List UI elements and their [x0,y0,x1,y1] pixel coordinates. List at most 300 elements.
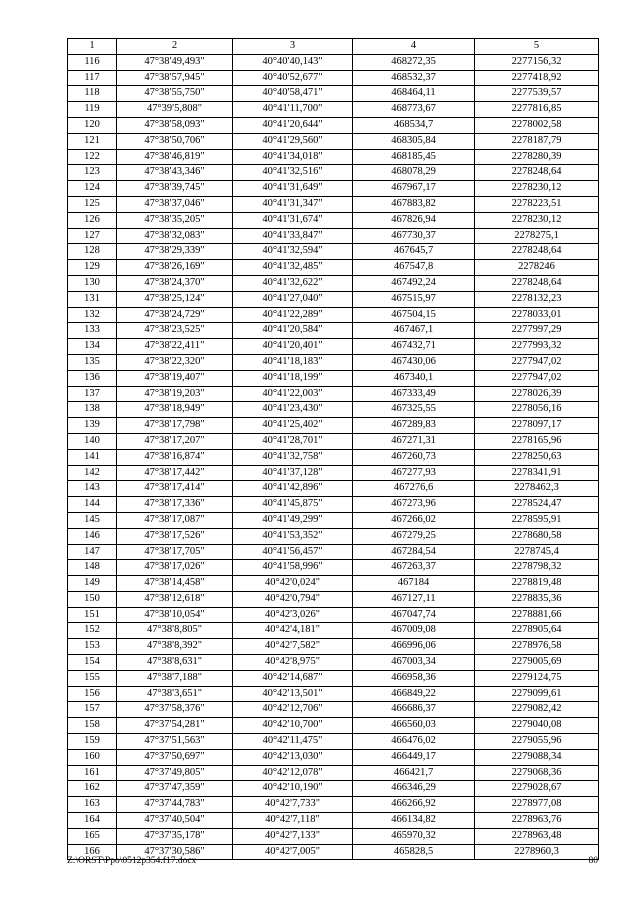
table-row [68,102,599,118]
point-number-cell: 160 [68,749,117,765]
table-row [68,291,599,307]
x-coordinate-cell: 467333,49 [353,386,475,402]
y-coordinate-cell: 2277156,32 [475,54,599,70]
table-row [68,418,599,434]
x-coordinate-cell: 467284,54 [353,544,475,560]
y-coordinate-cell: 2278595,91 [475,512,599,528]
table-row [68,544,599,560]
longitude-cell: 40°41'32,516" [233,165,353,181]
x-coordinate-cell: 466421,7 [353,765,475,781]
point-number-cell: 163 [68,797,117,813]
table-row [68,512,599,528]
x-coordinate-cell: 466476,02 [353,734,475,750]
x-coordinate-cell: 467325,55 [353,402,475,418]
x-coordinate-cell: 467266,02 [353,512,475,528]
longitude-cell: 40°41'37,128" [233,465,353,481]
table-row [68,386,599,402]
longitude-cell: 40°41'18,199" [233,370,353,386]
latitude-cell: 47°38'8,805" [117,623,233,639]
x-coordinate-cell: 467184 [353,576,475,592]
x-coordinate-cell: 468773,67 [353,102,475,118]
latitude-cell: 47°38'22,411" [117,339,233,355]
latitude-cell: 47°37'51,563" [117,734,233,750]
latitude-cell: 47°38'24,729" [117,307,233,323]
x-coordinate-cell: 467432,71 [353,339,475,355]
longitude-cell: 40°41'34,018" [233,149,353,165]
table-row [68,307,599,323]
y-coordinate-cell: 2279099,61 [475,686,599,702]
x-coordinate-cell: 467967,17 [353,181,475,197]
latitude-cell: 47°38'10,054" [117,607,233,623]
y-coordinate-cell: 2278341,91 [475,465,599,481]
table-row [68,623,599,639]
y-coordinate-cell: 2278524,47 [475,497,599,513]
y-coordinate-cell: 2278248,64 [475,165,599,181]
point-number-cell: 155 [68,670,117,686]
point-number-cell: 134 [68,339,117,355]
table-row [68,370,599,386]
coordinates-table [67,38,599,860]
longitude-cell: 40°41'32,485" [233,260,353,276]
latitude-cell: 47°38'37,046" [117,196,233,212]
table-row [68,607,599,623]
x-coordinate-cell: 467276,6 [353,481,475,497]
point-number-cell: 150 [68,591,117,607]
y-coordinate-cell: 2277539,57 [475,86,599,102]
point-number-cell: 121 [68,133,117,149]
y-coordinate-cell: 2278963,48 [475,828,599,844]
x-coordinate-cell: 466266,92 [353,797,475,813]
x-coordinate-cell: 467279,25 [353,528,475,544]
longitude-cell: 40°41'45,875" [233,497,353,513]
latitude-cell: 47°38'14,458" [117,576,233,592]
table-row [68,686,599,702]
latitude-cell: 47°38'39,745" [117,181,233,197]
longitude-cell: 40°41'31,674" [233,212,353,228]
table-row [68,655,599,671]
point-number-cell: 151 [68,607,117,623]
point-number-cell: 117 [68,70,117,86]
table-row [68,181,599,197]
y-coordinate-cell: 2278905,64 [475,623,599,639]
longitude-cell: 40°41'31,649" [233,181,353,197]
latitude-cell: 47°38'46,819" [117,149,233,165]
latitude-cell: 47°38'43,346" [117,165,233,181]
longitude-cell: 40°42'12,078" [233,765,353,781]
table-row [68,639,599,655]
longitude-cell: 40°41'20,401" [233,339,353,355]
x-coordinate-cell: 466134,82 [353,813,475,829]
x-coordinate-cell: 466449,17 [353,749,475,765]
longitude-cell: 40°41'32,758" [233,449,353,465]
x-coordinate-cell: 465828,5 [353,844,475,860]
latitude-cell: 47°37'54,281" [117,718,233,734]
latitude-cell: 47°37'35,178" [117,828,233,844]
table-row [68,718,599,734]
latitude-cell: 47°38'57,945" [117,70,233,86]
longitude-cell: 40°41'28,701" [233,433,353,449]
x-coordinate-cell: 465970,32 [353,828,475,844]
x-coordinate-cell: 467289,83 [353,418,475,434]
longitude-cell: 40°42'3,026" [233,607,353,623]
x-coordinate-cell: 468464,11 [353,86,475,102]
latitude-cell: 47°38'58,093" [117,117,233,133]
x-coordinate-cell: 466560,03 [353,718,475,734]
table-row [68,354,599,370]
y-coordinate-cell: 2278187,79 [475,133,599,149]
latitude-cell: 47°38'8,392" [117,639,233,655]
point-number-cell: 119 [68,102,117,118]
table-row [68,765,599,781]
latitude-cell: 47°38'17,705" [117,544,233,560]
y-coordinate-cell: 2278033,01 [475,307,599,323]
latitude-cell: 47°38'17,526" [117,528,233,544]
point-number-cell: 143 [68,481,117,497]
table-row [68,212,599,228]
x-coordinate-cell: 467127,11 [353,591,475,607]
point-number-cell: 129 [68,260,117,276]
latitude-cell: 47°37'49,805" [117,765,233,781]
latitude-cell: 47°37'47,359" [117,781,233,797]
x-coordinate-cell: 467467,1 [353,323,475,339]
point-number-cell: 147 [68,544,117,560]
y-coordinate-cell: 2278248,64 [475,244,599,260]
table-row [68,149,599,165]
longitude-cell: 40°41'58,996" [233,560,353,576]
longitude-cell: 40°41'29,560" [233,133,353,149]
x-coordinate-cell: 466346,29 [353,781,475,797]
longitude-cell: 40°41'31,347" [233,196,353,212]
table-header-row [68,39,599,55]
y-coordinate-cell: 2279068,36 [475,765,599,781]
longitude-cell: 40°42'10,190" [233,781,353,797]
latitude-cell: 47°37'58,376" [117,702,233,718]
x-coordinate-cell: 467430,06 [353,354,475,370]
table-row [68,244,599,260]
table-row [68,323,599,339]
table-row [68,576,599,592]
point-number-cell: 142 [68,465,117,481]
table-row [68,813,599,829]
x-coordinate-cell: 467273,96 [353,497,475,513]
latitude-cell: 47°38'7,188" [117,670,233,686]
page-number: 80 [588,856,598,866]
latitude-cell: 47°37'30,586" [117,844,233,860]
table-row [68,275,599,291]
y-coordinate-cell: 2278165,96 [475,433,599,449]
x-coordinate-cell: 467009,08 [353,623,475,639]
point-number-cell: 130 [68,275,117,291]
latitude-cell: 47°38'19,203" [117,386,233,402]
x-coordinate-cell: 467504,15 [353,307,475,323]
x-coordinate-cell: 467047,74 [353,607,475,623]
y-coordinate-cell: 2278960,3 [475,844,599,860]
latitude-cell: 47°38'17,207" [117,433,233,449]
point-number-cell: 166 [68,844,117,860]
y-coordinate-cell: 2277418,92 [475,70,599,86]
table-row [68,449,599,465]
table-body [68,39,599,860]
y-coordinate-cell: 2278230,12 [475,181,599,197]
latitude-cell: 47°37'44,783" [117,797,233,813]
latitude-cell: 47°38'17,336" [117,497,233,513]
y-coordinate-cell: 2278056,16 [475,402,599,418]
table-row [68,481,599,497]
y-coordinate-cell: 2277816,85 [475,102,599,118]
point-number-cell: 128 [68,244,117,260]
table-row [68,117,599,133]
latitude-cell: 47°38'12,618" [117,591,233,607]
point-number-cell: 139 [68,418,117,434]
x-coordinate-cell: 467730,37 [353,228,475,244]
latitude-cell: 47°38'23,525" [117,323,233,339]
point-number-cell: 131 [68,291,117,307]
longitude-cell: 40°42'10,700" [233,718,353,734]
x-coordinate-cell: 467492,24 [353,275,475,291]
latitude-cell: 47°38'3,651" [117,686,233,702]
longitude-cell: 40°41'22,289" [233,307,353,323]
point-number-cell: 153 [68,639,117,655]
y-coordinate-cell: 2278132,23 [475,291,599,307]
longitude-cell: 40°41'33,847" [233,228,353,244]
longitude-cell: 40°41'42,896" [233,481,353,497]
y-coordinate-cell: 2278250,63 [475,449,599,465]
y-coordinate-cell: 2279082,42 [475,702,599,718]
table-row [68,70,599,86]
y-coordinate-cell: 2278745,4 [475,544,599,560]
y-coordinate-cell: 2278275,1 [475,228,599,244]
latitude-cell: 47°38'18,949" [117,402,233,418]
point-number-cell: 156 [68,686,117,702]
longitude-cell: 40°41'22,003" [233,386,353,402]
table-row [68,797,599,813]
y-coordinate-cell: 2278026,39 [475,386,599,402]
y-coordinate-cell: 2278881,66 [475,607,599,623]
table-row [68,433,599,449]
point-number-cell: 144 [68,497,117,513]
table-row [68,734,599,750]
longitude-cell: 40°42'11,475" [233,734,353,750]
longitude-cell: 40°42'13,501" [233,686,353,702]
x-coordinate-cell: 467340,1 [353,370,475,386]
latitude-cell: 47°38'26,169" [117,260,233,276]
latitude-cell: 47°38'50,706" [117,133,233,149]
longitude-cell: 40°41'32,622" [233,275,353,291]
x-coordinate-cell: 467645,7 [353,244,475,260]
point-number-cell: 120 [68,117,117,133]
latitude-cell: 47°38'25,124" [117,291,233,307]
point-number-cell: 126 [68,212,117,228]
latitude-cell: 47°38'29,339" [117,244,233,260]
table-row [68,749,599,765]
longitude-cell: 40°42'7,133" [233,828,353,844]
point-number-cell: 152 [68,623,117,639]
point-number-cell: 162 [68,781,117,797]
point-number-cell: 159 [68,734,117,750]
x-coordinate-cell: 468532,37 [353,70,475,86]
table-row [68,497,599,513]
y-coordinate-cell: 2278835,36 [475,591,599,607]
y-coordinate-cell: 2278223,51 [475,196,599,212]
point-number-cell: 136 [68,370,117,386]
latitude-cell: 47°38'55,750" [117,86,233,102]
longitude-cell: 40°42'0,794" [233,591,353,607]
x-coordinate-cell: 468305,84 [353,133,475,149]
y-coordinate-cell: 2279055,96 [475,734,599,750]
longitude-cell: 40°41'56,457" [233,544,353,560]
latitude-cell: 47°38'17,026" [117,560,233,576]
longitude-cell: 40°42'4,181" [233,623,353,639]
longitude-cell: 40°41'32,594" [233,244,353,260]
longitude-cell: 40°42'7,582" [233,639,353,655]
point-number-cell: 135 [68,354,117,370]
y-coordinate-cell: 2279088,34 [475,749,599,765]
y-coordinate-cell: 2278963,76 [475,813,599,829]
longitude-cell: 40°41'18,183" [233,354,353,370]
latitude-cell: 47°37'50,697" [117,749,233,765]
x-coordinate-cell: 467277,93 [353,465,475,481]
point-number-cell: 132 [68,307,117,323]
latitude-cell: 47°38'19,407" [117,370,233,386]
y-coordinate-cell: 2278977,08 [475,797,599,813]
x-coordinate-cell: 467263,37 [353,560,475,576]
point-number-cell: 141 [68,449,117,465]
table-row [68,591,599,607]
y-coordinate-cell: 2278680,58 [475,528,599,544]
y-coordinate-cell: 2278462,3 [475,481,599,497]
y-coordinate-cell: 2278976,58 [475,639,599,655]
latitude-cell: 47°38'24,370" [117,275,233,291]
point-number-cell: 148 [68,560,117,576]
longitude-cell: 40°42'8,975" [233,655,353,671]
x-coordinate-cell: 467826,94 [353,212,475,228]
point-number-cell: 118 [68,86,117,102]
point-number-cell: 137 [68,386,117,402]
y-coordinate-cell: 2277947,02 [475,354,599,370]
point-number-cell: 122 [68,149,117,165]
y-coordinate-cell: 2278246 [475,260,599,276]
longitude-cell: 40°42'7,005" [233,844,353,860]
point-number-cell: 154 [68,655,117,671]
y-coordinate-cell: 2277993,32 [475,339,599,355]
x-coordinate-cell: 468078,29 [353,165,475,181]
column-header-3: 3 [233,39,353,55]
table-row [68,828,599,844]
point-number-cell: 127 [68,228,117,244]
y-coordinate-cell: 2278230,12 [475,212,599,228]
x-coordinate-cell: 467883,82 [353,196,475,212]
table-row [68,781,599,797]
longitude-cell: 40°40'58,471" [233,86,353,102]
longitude-cell: 40°40'40,143" [233,54,353,70]
longitude-cell: 40°41'11,700" [233,102,353,118]
latitude-cell: 47°38'35,205" [117,212,233,228]
longitude-cell: 40°41'23,430" [233,402,353,418]
y-coordinate-cell: 2279005,69 [475,655,599,671]
latitude-cell: 47°38'49,493" [117,54,233,70]
longitude-cell: 40°41'27,040" [233,291,353,307]
y-coordinate-cell: 2279040,08 [475,718,599,734]
point-number-cell: 158 [68,718,117,734]
longitude-cell: 40°42'7,733" [233,797,353,813]
longitude-cell: 40°41'20,584" [233,323,353,339]
x-coordinate-cell: 467260,73 [353,449,475,465]
y-coordinate-cell: 2278097,17 [475,418,599,434]
y-coordinate-cell: 2278819,48 [475,576,599,592]
longitude-cell: 40°42'14,687" [233,670,353,686]
point-number-cell: 165 [68,828,117,844]
point-number-cell: 145 [68,512,117,528]
column-header-1: 1 [68,39,117,55]
latitude-cell: 47°38'16,874" [117,449,233,465]
longitude-cell: 40°41'49,299" [233,512,353,528]
point-number-cell: 133 [68,323,117,339]
column-header-4: 4 [353,39,475,55]
y-coordinate-cell: 2278002,58 [475,117,599,133]
table-row [68,86,599,102]
table-row [68,339,599,355]
latitude-cell: 47°39'5,808" [117,102,233,118]
latitude-cell: 47°38'17,798" [117,418,233,434]
column-header-5: 5 [475,39,599,55]
point-number-cell: 125 [68,196,117,212]
x-coordinate-cell: 467547,8 [353,260,475,276]
y-coordinate-cell: 2279124,75 [475,670,599,686]
x-coordinate-cell: 467515,97 [353,291,475,307]
point-number-cell: 157 [68,702,117,718]
table-row [68,702,599,718]
x-coordinate-cell: 466686,37 [353,702,475,718]
table-row [68,465,599,481]
latitude-cell: 47°38'32,083" [117,228,233,244]
x-coordinate-cell: 466849,22 [353,686,475,702]
y-coordinate-cell: 2277947,02 [475,370,599,386]
latitude-cell: 47°37'40,504" [117,813,233,829]
x-coordinate-cell: 468534,7 [353,117,475,133]
y-coordinate-cell: 2278248,64 [475,275,599,291]
point-number-cell: 146 [68,528,117,544]
y-coordinate-cell: 2278280,39 [475,149,599,165]
x-coordinate-cell: 467003,34 [353,655,475,671]
column-header-2: 2 [117,39,233,55]
longitude-cell: 40°41'53,352" [233,528,353,544]
latitude-cell: 47°38'8,631" [117,655,233,671]
point-number-cell: 123 [68,165,117,181]
y-coordinate-cell: 2278798,32 [475,560,599,576]
latitude-cell: 47°38'17,442" [117,465,233,481]
x-coordinate-cell: 466996,06 [353,639,475,655]
table-row [68,560,599,576]
point-number-cell: 161 [68,765,117,781]
y-coordinate-cell: 2277997,29 [475,323,599,339]
latitude-cell: 47°38'17,087" [117,512,233,528]
longitude-cell: 40°41'25,402" [233,418,353,434]
longitude-cell: 40°42'12,706" [233,702,353,718]
table-row [68,402,599,418]
table-row [68,228,599,244]
point-number-cell: 124 [68,181,117,197]
point-number-cell: 116 [68,54,117,70]
x-coordinate-cell: 467271,31 [353,433,475,449]
point-number-cell: 138 [68,402,117,418]
table-row [68,528,599,544]
longitude-cell: 40°40'52,677" [233,70,353,86]
table-row [68,133,599,149]
x-coordinate-cell: 468185,45 [353,149,475,165]
longitude-cell: 40°42'7,118" [233,813,353,829]
table-row [68,260,599,276]
table-row [68,165,599,181]
